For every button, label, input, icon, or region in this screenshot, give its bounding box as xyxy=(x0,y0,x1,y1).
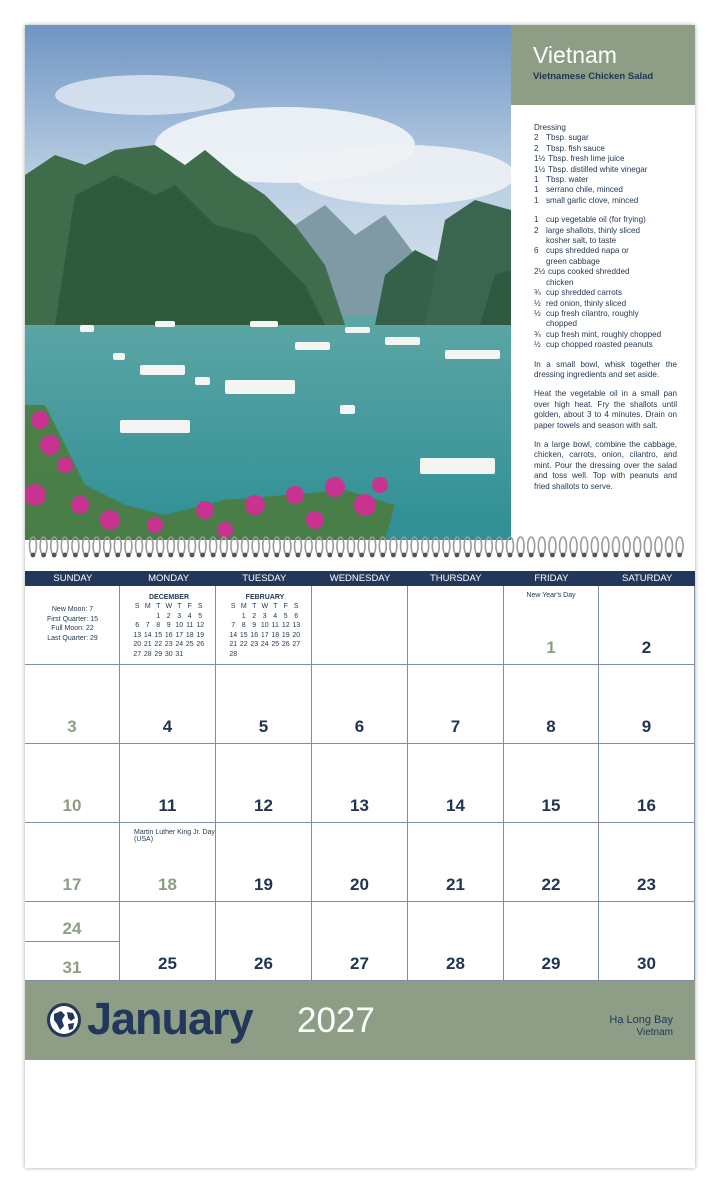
salad-ingredients xyxy=(534,215,677,350)
mini-day: 7 xyxy=(145,622,150,629)
date-number: 8 xyxy=(546,717,556,736)
mini-day: 2 xyxy=(166,612,171,620)
weekday-label: THURSDAY xyxy=(429,573,482,584)
date-number: 12 xyxy=(254,796,273,815)
mini-day: 20 xyxy=(133,641,142,648)
day-cell xyxy=(216,744,312,823)
mini-calendar-week xyxy=(228,650,302,660)
globe-icon xyxy=(46,1002,82,1038)
ingredient-line xyxy=(534,257,677,267)
date-number: 25 xyxy=(158,954,177,973)
mini-day: 10 xyxy=(175,622,184,629)
mini-day xyxy=(281,650,292,660)
recipe-country: Vietnam xyxy=(533,42,617,68)
ingredient-line xyxy=(534,288,677,298)
ingredient-quantity: 2 xyxy=(534,143,539,153)
mini-day: 18 xyxy=(185,631,194,639)
date-number: 19 xyxy=(254,875,273,894)
mini-day: 31 xyxy=(175,650,184,658)
photo-location: Hạ Long Bay xyxy=(609,1014,673,1026)
day-cell xyxy=(312,665,408,744)
mini-day: 12 xyxy=(281,622,290,629)
ingredient-text: Tbsp. fresh lime juice xyxy=(548,154,625,164)
date-number: 9 xyxy=(641,717,652,736)
ingredient-quantity: 6 xyxy=(534,246,539,256)
mini-day: 21 xyxy=(229,641,238,648)
ingredient-line xyxy=(534,319,677,329)
ingredient-line xyxy=(534,175,677,185)
day-cell xyxy=(120,665,216,744)
ingredient-text: chicken xyxy=(546,277,574,287)
recipe-step: In a small bowl, whisk together the dressing ingredients and set aside. xyxy=(534,359,677,379)
mini-day: 1 xyxy=(241,612,246,620)
mini-day: 2 xyxy=(252,612,257,620)
ingredient-quantity xyxy=(534,257,546,267)
ingredient-text: small garlic clove, minced xyxy=(546,195,639,205)
date-number: 21 xyxy=(446,875,465,894)
ingredient-line xyxy=(534,196,677,206)
date-number: 29 xyxy=(541,954,561,973)
ingredient-quantity: 1½ xyxy=(534,154,546,164)
day-cell xyxy=(120,902,216,981)
mini-weekday: S xyxy=(293,603,299,610)
mini-calendar-weekdays xyxy=(228,602,302,612)
ingredient-text: serrano chile, minced xyxy=(546,185,623,195)
ingredient-line xyxy=(534,299,677,309)
ingredient-line xyxy=(534,226,677,236)
mini-day: 25 xyxy=(185,641,194,648)
mini-day: 27 xyxy=(133,650,142,658)
spiral-binding xyxy=(25,530,695,570)
mini-day xyxy=(270,650,281,660)
moon-phase-line: First Quarter: 15 xyxy=(47,615,98,623)
ingredient-text: cup chopped roasted peanuts xyxy=(546,340,653,350)
mini-weekday: W xyxy=(165,603,173,610)
mini-calendar-week xyxy=(132,621,206,631)
mini-day: 25 xyxy=(271,641,280,648)
ingredient-text: cup vegetable oil (for frying) xyxy=(546,215,646,225)
weekday-label: FRIDAY xyxy=(534,573,569,584)
ingredient-line xyxy=(534,154,677,164)
ingredient-line xyxy=(534,236,677,246)
day-cell xyxy=(408,665,504,744)
mini-weekday: S xyxy=(197,603,203,610)
mini-calendar-title: FEBRUARY xyxy=(245,594,285,601)
ingredient-quantity: 1 xyxy=(534,175,539,185)
day-cell xyxy=(312,823,408,902)
mini-weekday: T xyxy=(177,603,182,610)
day-cell xyxy=(599,586,695,665)
date-number: 28 xyxy=(446,954,465,973)
moon-phase-line: New Moon: 7 xyxy=(51,606,94,613)
mini-day: 20 xyxy=(292,631,301,639)
ingredient-text: Tbsp. distilled white vinegar xyxy=(548,164,648,174)
day-cell xyxy=(120,823,216,902)
ingredient-quantity: 1 xyxy=(534,195,539,205)
day-cell xyxy=(25,942,120,982)
mini-day xyxy=(239,650,250,660)
ingredient-text: red onion, thinly sliced xyxy=(546,298,627,308)
date-number: 23 xyxy=(637,875,656,894)
mini-day: 27 xyxy=(292,641,301,648)
mini-day: 17 xyxy=(260,631,269,639)
mini-day: 4 xyxy=(187,612,192,620)
month-name: January xyxy=(87,993,253,1044)
mini-day: 8 xyxy=(241,622,246,629)
year: 2027 xyxy=(297,1001,375,1040)
ingredient-quantity: ¾ xyxy=(534,288,541,298)
day-cell xyxy=(504,665,599,744)
mini-day: 3 xyxy=(262,612,267,620)
ingredient-quantity xyxy=(534,236,546,246)
mini-day xyxy=(249,650,260,660)
mini-day: 15 xyxy=(154,631,163,639)
day-cell xyxy=(25,744,120,823)
day-cell xyxy=(408,823,504,902)
day-cell xyxy=(408,586,504,665)
ingredient-line xyxy=(534,330,677,340)
mini-calendar-week xyxy=(132,650,206,660)
day-cell xyxy=(216,902,312,981)
date-number: 26 xyxy=(254,954,273,973)
day-cell xyxy=(504,902,599,981)
ingredient-text: cups shredded napa or xyxy=(546,246,629,256)
date-number: 20 xyxy=(350,875,369,894)
mini-calendar-week xyxy=(228,631,302,641)
date-number: 6 xyxy=(354,717,365,736)
mini-weekday: M xyxy=(240,603,247,610)
mini-calendar-february xyxy=(228,594,302,659)
day-cell xyxy=(599,823,695,902)
day-cell xyxy=(25,586,120,665)
recipe-body xyxy=(534,123,677,501)
ingredient-line xyxy=(534,309,677,319)
day-cell xyxy=(504,586,599,665)
ingredient-text: cup shredded carrots xyxy=(546,288,623,298)
mini-day: 23 xyxy=(250,641,259,648)
date-number: 14 xyxy=(446,796,465,815)
date-number: 31 xyxy=(62,958,82,977)
weekday-label: WEDNESDAY xyxy=(329,573,391,584)
day-cell xyxy=(599,902,695,981)
mini-weekday: M xyxy=(144,603,151,610)
mini-day xyxy=(195,650,206,660)
mini-day: 19 xyxy=(281,631,290,639)
mini-day: 11 xyxy=(186,622,194,629)
dressing-heading: Dressing xyxy=(534,123,566,132)
ingredient-text: cup fresh cilantro, roughly xyxy=(546,308,639,318)
photo-country: Vietnam xyxy=(636,1027,673,1038)
mini-day: 13 xyxy=(292,622,301,629)
date-number: 1 xyxy=(546,638,556,657)
mini-day: 3 xyxy=(177,612,182,620)
date-number: 24 xyxy=(62,918,82,938)
day-cell xyxy=(120,586,216,665)
mini-day: 5 xyxy=(283,612,288,620)
ingredient-quantity: ½ xyxy=(534,340,541,350)
mini-day: 26 xyxy=(196,641,205,648)
mini-day xyxy=(185,650,196,660)
date-number: 4 xyxy=(162,717,173,736)
day-cell xyxy=(25,665,120,744)
mini-calendar-week xyxy=(228,612,302,622)
mini-day: 17 xyxy=(175,631,184,639)
mini-weekday: T xyxy=(273,603,278,610)
ingredient-quantity: ½ xyxy=(534,308,541,318)
holiday-label: Martin Luther King Jr. Day (USA) xyxy=(134,829,215,843)
mini-day: 14 xyxy=(229,631,238,639)
mini-weekday: W xyxy=(261,603,269,610)
day-cell xyxy=(504,744,599,823)
moon-phases xyxy=(25,605,120,643)
ingredient-text: kosher salt, to taste xyxy=(546,236,617,246)
ingredient-text: Tbsp. water xyxy=(546,175,589,185)
mini-day: 9 xyxy=(252,622,257,629)
mini-day: 6 xyxy=(294,612,299,620)
day-cell xyxy=(408,902,504,981)
ingredient-line xyxy=(534,165,677,175)
date-number: 7 xyxy=(450,717,461,736)
ingredient-quantity: 1 xyxy=(534,215,539,225)
month-footer xyxy=(25,981,695,1060)
date-number: 10 xyxy=(62,796,82,815)
mini-day: 8 xyxy=(156,622,161,629)
mini-weekday: T xyxy=(156,603,161,610)
mini-day: 4 xyxy=(273,612,278,620)
calendar-grid xyxy=(25,586,695,981)
day-cell xyxy=(408,744,504,823)
ingredient-quantity: 1 xyxy=(534,185,539,195)
day-cell xyxy=(312,902,408,981)
ingredient-line xyxy=(534,267,677,277)
mini-day xyxy=(228,612,239,622)
mini-calendar-week xyxy=(132,612,206,622)
ingredient-line xyxy=(534,133,677,143)
ingredient-line xyxy=(534,278,677,288)
ha-long-bay-photo xyxy=(25,25,511,540)
mini-day: 9 xyxy=(166,622,171,629)
mini-weekday: T xyxy=(252,603,257,610)
mini-day: 24 xyxy=(260,641,269,648)
date-number: 3 xyxy=(67,717,77,736)
mini-day xyxy=(132,612,143,622)
day-cell xyxy=(599,665,695,744)
mini-day: 28 xyxy=(229,650,238,658)
weekday-label: SATURDAY xyxy=(622,573,673,584)
ingredient-text: Tbsp. sugar xyxy=(546,133,589,143)
mini-weekday: F xyxy=(187,603,192,610)
mini-day: 19 xyxy=(196,631,205,639)
mini-day: 30 xyxy=(164,650,173,658)
mini-day: 21 xyxy=(143,641,152,648)
ingredient-quantity: 1½ xyxy=(534,164,546,174)
mini-calendar-week xyxy=(132,631,206,641)
ingredient-text: green cabbage xyxy=(546,256,601,266)
mini-calendar-week xyxy=(132,640,206,650)
recipe-title: Vietnamese Chicken Salad xyxy=(533,71,654,82)
weekday-header xyxy=(25,571,695,586)
mini-day: 5 xyxy=(198,612,203,620)
day-cell xyxy=(25,823,120,902)
date-number: 13 xyxy=(350,796,369,815)
ingredient-text: cup fresh mint, roughly chopped xyxy=(546,329,662,339)
mini-day xyxy=(291,650,302,660)
mini-day: 13 xyxy=(133,631,142,639)
mini-calendar-weekdays xyxy=(132,602,206,612)
mini-day: 15 xyxy=(239,631,248,639)
ingredient-quantity: 2½ xyxy=(534,267,546,277)
ingredient-text: chopped xyxy=(546,319,578,329)
mini-day: 10 xyxy=(260,622,269,629)
mini-day: 16 xyxy=(250,631,259,639)
ingredient-quantity: 2 xyxy=(534,133,539,143)
day-cell xyxy=(216,665,312,744)
calendar-page xyxy=(25,25,695,1168)
ingredient-line xyxy=(534,246,677,256)
ingredient-line xyxy=(534,215,677,225)
ingredient-quantity: ½ xyxy=(534,298,541,308)
mini-day: 7 xyxy=(231,622,236,629)
mini-day: 22 xyxy=(239,641,248,648)
recipe-step: Heat the vegetable oil in a small pan over high heat. Fry the shallots until golden, about 3 to 4 minutes. Drain on paper towels and season with salt. xyxy=(534,389,677,430)
mini-calendar-title: DECEMBER xyxy=(148,594,190,601)
mini-day: 18 xyxy=(271,631,280,639)
mini-weekday: F xyxy=(283,603,288,610)
date-number: 15 xyxy=(541,796,561,815)
weekday-label: MONDAY xyxy=(148,573,190,584)
ingredient-quantity xyxy=(534,319,546,329)
moon-phase-line: Full Moon: 22 xyxy=(51,625,94,632)
date-number: 18 xyxy=(158,875,177,894)
mini-calendar-week xyxy=(228,621,302,631)
ingredient-quantity: 2 xyxy=(534,225,539,235)
date-number: 2 xyxy=(641,638,652,657)
mini-day: 12 xyxy=(196,622,205,629)
ingredient-line xyxy=(534,144,677,154)
mini-day: 22 xyxy=(154,641,163,648)
ingredient-line xyxy=(534,185,677,195)
mini-day xyxy=(260,650,271,660)
day-cell xyxy=(599,744,695,823)
moon-phase-line: Last Quarter: 29 xyxy=(47,634,98,642)
ingredient-text: large shallots, thinly sliced xyxy=(546,225,641,235)
mini-day: 26 xyxy=(281,641,290,648)
recipe-step: In a large bowl, combine the cabbage, chicken, carrots, onion, cilantro, and mint. Pour the dressing over the salad and toss well. Top with peanuts and fried shallots to serve. xyxy=(534,439,677,491)
day-cell xyxy=(216,823,312,902)
date-number: 11 xyxy=(158,796,177,815)
mini-weekday: S xyxy=(230,603,236,610)
mini-day: 28 xyxy=(143,650,152,658)
day-cell xyxy=(312,586,408,665)
date-number: 16 xyxy=(637,796,656,815)
date-number: 17 xyxy=(62,875,82,894)
day-cell xyxy=(25,902,120,942)
weekday-label: SUNDAY xyxy=(53,573,93,584)
date-number: 27 xyxy=(350,954,369,973)
mini-day: 16 xyxy=(164,631,173,639)
ingredient-quantity xyxy=(534,278,546,288)
recipe-header xyxy=(511,25,695,105)
mini-day: 23 xyxy=(164,641,173,648)
day-cell xyxy=(120,744,216,823)
mini-weekday: S xyxy=(134,603,140,610)
weekday-label: TUESDAY xyxy=(242,573,287,584)
date-number: 22 xyxy=(541,875,561,894)
day-cell xyxy=(216,586,312,665)
mini-day: 6 xyxy=(135,622,140,629)
holiday-label: New Year's Day xyxy=(526,592,576,599)
mini-day: 29 xyxy=(154,650,163,658)
day-cell xyxy=(504,823,599,902)
mini-day: 24 xyxy=(175,641,184,648)
date-number: 5 xyxy=(258,717,269,736)
ingredient-quantity: ¾ xyxy=(534,329,541,339)
mini-day: 14 xyxy=(143,631,152,639)
mini-calendar-week xyxy=(228,640,302,650)
dressing-ingredients xyxy=(534,133,677,206)
mini-day: 1 xyxy=(156,612,161,620)
day-cell xyxy=(312,744,408,823)
mini-calendar-december xyxy=(132,594,206,659)
ingredient-text: Tbsp. fish sauce xyxy=(546,143,605,153)
ingredient-line xyxy=(534,340,677,350)
date-number: 30 xyxy=(637,954,656,973)
ingredient-text: cups cooked shredded xyxy=(548,267,630,277)
mini-day xyxy=(143,612,154,622)
mini-day: 11 xyxy=(271,622,279,629)
